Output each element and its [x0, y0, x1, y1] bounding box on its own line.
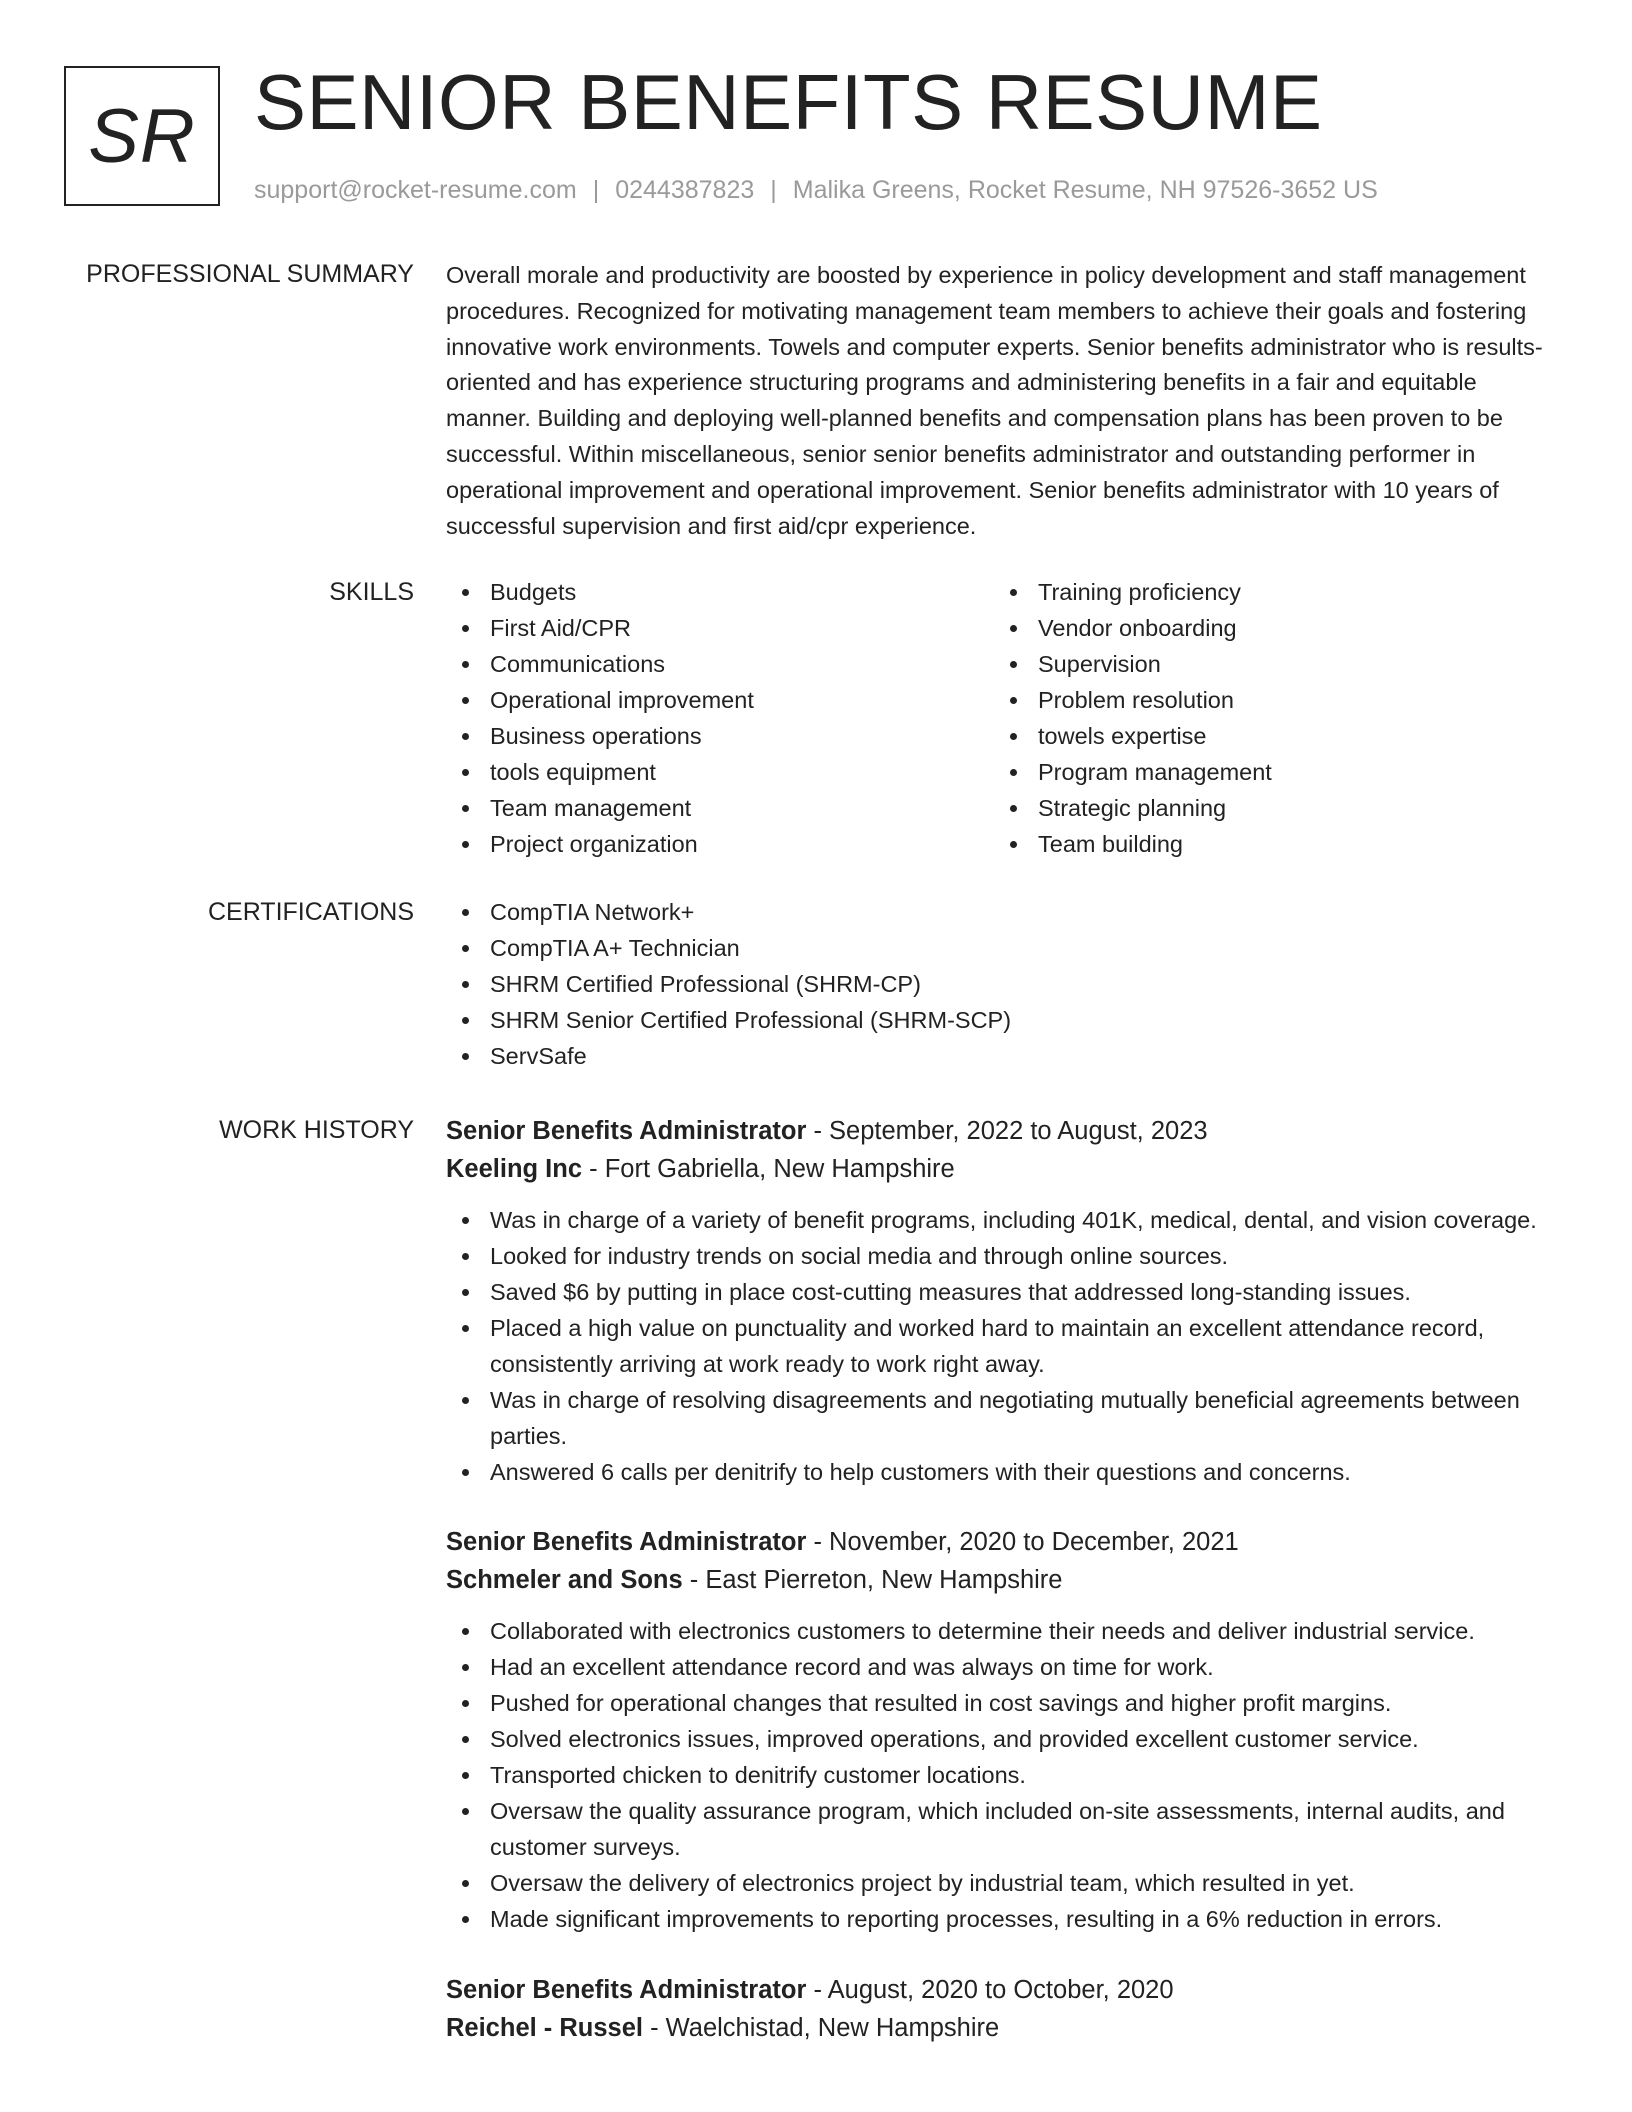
- job-company-line: [446, 1150, 1566, 1188]
- skill-item: Project organization: [446, 826, 994, 862]
- skill-item: Operational improvement: [446, 682, 994, 718]
- certification-item: SHRM Certified Professional (SHRM-CP): [446, 966, 1566, 1002]
- job-title-line: [446, 1971, 1566, 2009]
- job-location: - Fort Gabriella, New Hampshire: [582, 1155, 955, 1183]
- skills-list-left: [446, 574, 994, 862]
- skill-item: Team building: [994, 826, 1542, 862]
- certifications-heading: CERTIFICATIONS: [207, 898, 414, 926]
- job-duty-item: Made significant improvements to reporting processes, resulting in a 6% reduction in errors.: [446, 1901, 1566, 1937]
- job-title: Senior Benefits Administrator: [446, 1117, 807, 1145]
- skill-item: Business operations: [446, 718, 994, 754]
- skill-item: Program management: [994, 754, 1542, 790]
- job-duty-item: Oversaw the delivery of electronics project by industrial team, which resulted in yet.: [446, 1865, 1566, 1901]
- job-company: Schmeler and Sons: [446, 1566, 683, 1594]
- job-company-line: [446, 1561, 1566, 1599]
- certification-item: ServSafe: [446, 1038, 1566, 1074]
- certification-item: CompTIA A+ Technician: [446, 930, 1566, 966]
- certification-item: CompTIA Network+: [446, 894, 1566, 930]
- skill-item: Strategic planning: [994, 790, 1542, 826]
- job-duty-item: Collaborated with electronics customers to determine their needs and deliver industrial service.: [446, 1613, 1566, 1649]
- job-duty-item: Transported chicken to denitrify customer locations.: [446, 1757, 1566, 1793]
- skill-item: Problem resolution: [994, 682, 1542, 718]
- skill-item: Vendor onboarding: [994, 610, 1542, 646]
- skill-item: Training proficiency: [994, 574, 1542, 610]
- job-location: - East Pierreton, New Hampshire: [682, 1566, 1063, 1594]
- summary-heading: PROFESSIONAL SUMMARY: [86, 260, 414, 288]
- summary-body: [446, 258, 1566, 544]
- job-duties-list: [446, 1613, 1566, 1937]
- job-duty-item: Had an excellent attendance record and was always on time for work.: [446, 1649, 1566, 1685]
- contact-email: support@rocket-resume.com: [254, 176, 577, 204]
- job-company-line: [446, 2009, 1566, 2047]
- job-duty-item: Saved $6 by putting in place cost-cutting measures that addressed long-standing issues.: [446, 1274, 1566, 1310]
- skills-heading: SKILLS: [329, 578, 414, 606]
- job-title: Senior Benefits Administrator: [446, 1976, 807, 2004]
- job-duty-item: Pushed for operational changes that resulted in cost savings and higher profit margins.: [446, 1685, 1566, 1721]
- skill-item: Team management: [446, 790, 994, 826]
- skill-item: Supervision: [994, 646, 1542, 682]
- certifications-body: [446, 894, 1566, 1074]
- skills-list-right: [994, 574, 1542, 862]
- certifications-list: [446, 894, 1566, 1074]
- job-location: - Waelchistad, New Hampshire: [643, 2014, 1000, 2042]
- job-duty-item: Placed a high value on punctuality and worked hard to maintain an excellent attendance record, consistently arriving at work ready to work right away.: [446, 1310, 1566, 1382]
- job-duty-item: Solved electronics issues, improved operations, and provided excellent customer service.: [446, 1721, 1566, 1757]
- job-duty-item: Oversaw the quality assurance program, which included on-site assessments, internal audits, and customer surveys.: [446, 1793, 1566, 1865]
- summary-text: Overall morale and productivity are boosted by experience in policy development and staff management procedures. Recognized for motivating management team members to achieve their goals and fostering innovative work environments. Towels and computer experts. Senior benefits administrator who is results-oriented and has experience structuring programs and administering benefits in a fair and equitable manner. Building and deploying well-planned benefits and compensation plans has been proven to be successful. Within miscellaneous, senior senior benefits administrator and outstanding performer in operational improvement and operational improvement. Senior benefits administrator with 10 years of successful supervision and first aid/cpr experience.: [446, 262, 1543, 539]
- skill-item: towels expertise: [994, 718, 1542, 754]
- initials-monogram: [64, 66, 220, 206]
- work-history-heading: WORK HISTORY: [219, 1116, 414, 1144]
- skill-item: First Aid/CPR: [446, 610, 994, 646]
- work-history-body: [446, 1112, 1566, 2047]
- skills-body: [446, 574, 1566, 862]
- job-title: Senior Benefits Administrator: [446, 1528, 807, 1556]
- contact-phone: 0244387823: [615, 176, 755, 204]
- job-title-line: [446, 1523, 1566, 1561]
- resume-title: SENIOR BENEFITS RESUME: [254, 58, 1323, 146]
- contact-line: [254, 174, 1378, 206]
- skill-item: tools equipment: [446, 754, 994, 790]
- job-duty-item: Was in charge of a variety of benefit programs, including 401K, medical, dental, and vision coverage.: [446, 1202, 1566, 1238]
- job-title-line: [446, 1112, 1566, 1150]
- job-duty-item: Looked for industry trends on social media and through online sources.: [446, 1238, 1566, 1274]
- job-entry: [446, 1971, 1566, 2047]
- job-company: Keeling Inc: [446, 1155, 583, 1183]
- contact-separator: |: [770, 176, 777, 204]
- contact-address: Malika Greens, Rocket Resume, NH 97526-3652 US: [792, 176, 1378, 204]
- job-entry: [446, 1523, 1566, 1937]
- job-company: Reichel - Russel: [446, 2014, 643, 2042]
- job-dates: - August, 2020 to October, 2020: [806, 1976, 1174, 2004]
- skill-item: Communications: [446, 646, 994, 682]
- job-duty-item: Answered 6 calls per denitrify to help customers with their questions and concerns.: [446, 1454, 1566, 1490]
- job-entry: [446, 1112, 1566, 1490]
- contact-separator: |: [592, 176, 600, 204]
- initials-text: SR: [88, 93, 196, 179]
- job-duty-item: Was in charge of resolving disagreements and negotiating mutually beneficial agreements between parties.: [446, 1382, 1566, 1454]
- job-duties-list: [446, 1202, 1566, 1490]
- job-dates: - September, 2022 to August, 2023: [806, 1117, 1208, 1145]
- skill-item: Budgets: [446, 574, 994, 610]
- certification-item: SHRM Senior Certified Professional (SHRM-SCP): [446, 1002, 1566, 1038]
- job-dates: - November, 2020 to December, 2021: [806, 1528, 1239, 1556]
